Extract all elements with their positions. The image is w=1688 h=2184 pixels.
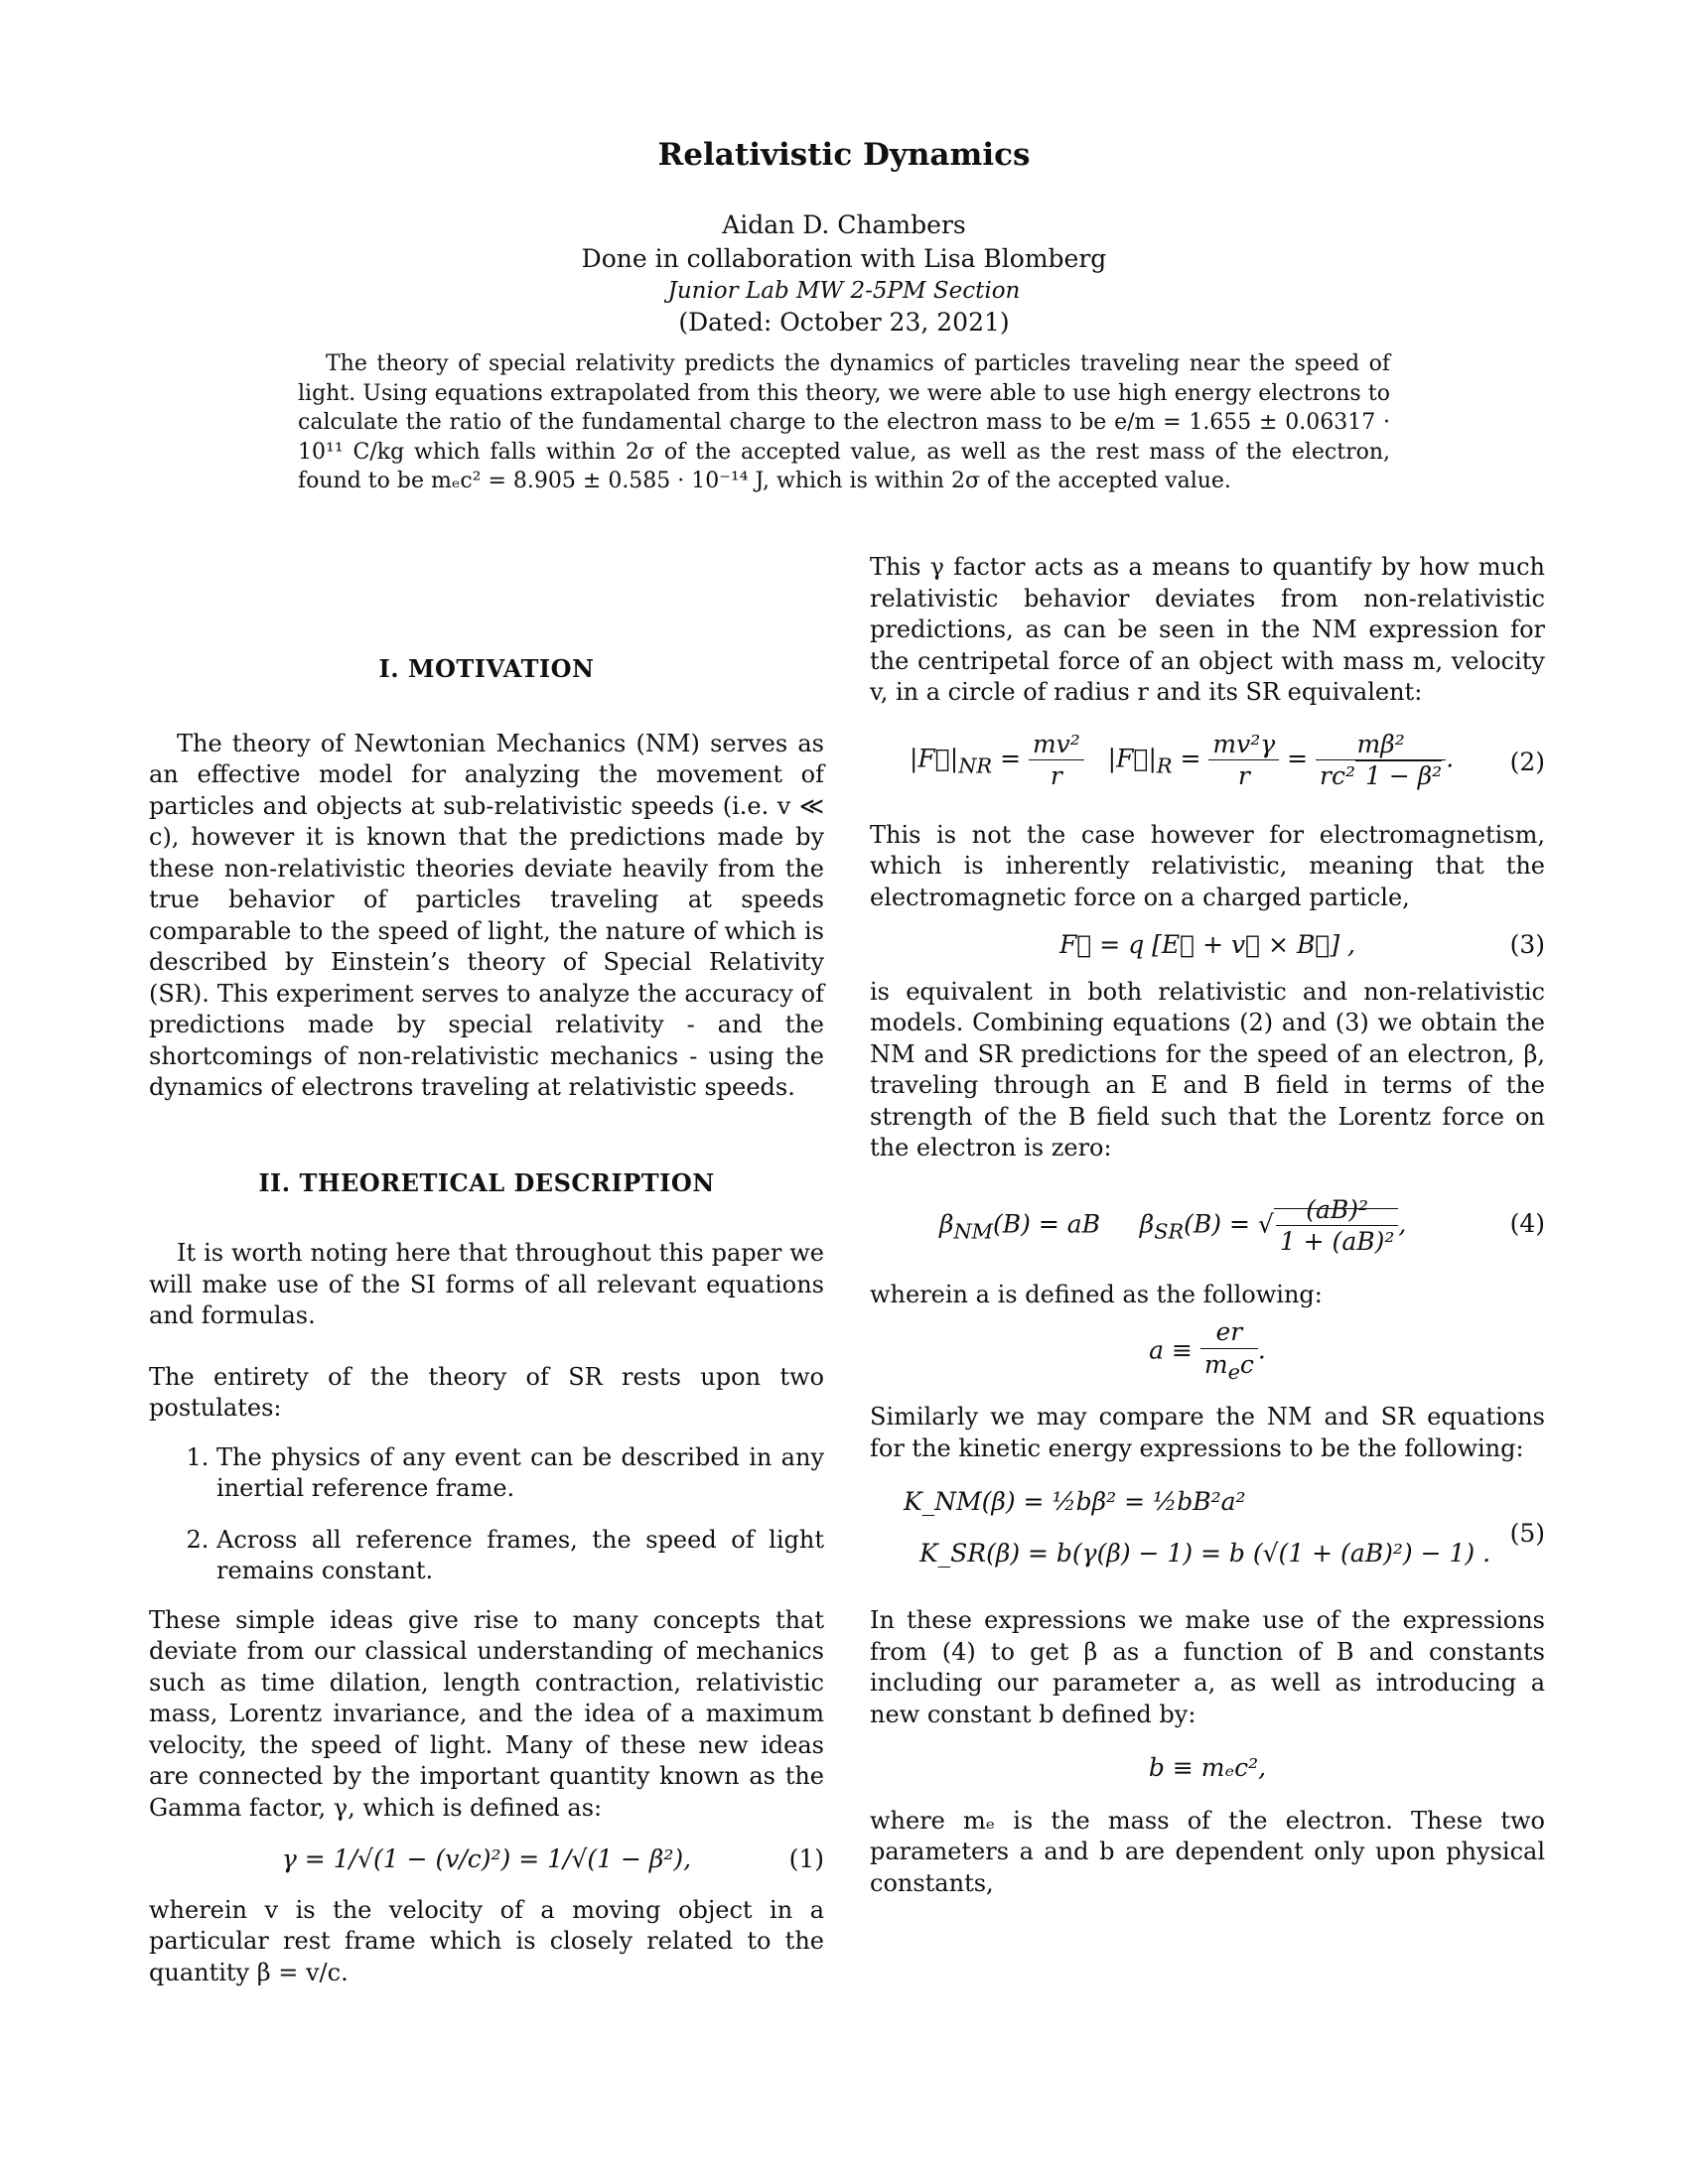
gamma-paragraph: This γ factor acts as a means to quantify by how much relativistic behavior deviates from non-relativistic predictions, as can be seen in the NM expression for the centripetal force of an object with mass m, velocity v, in a circle of radius r and its SR equivalent: [870,553,1545,706]
kinetic-energy-paragraph: Similarly we may compare the NM and SR equations for the kinetic energy expressions to be the following: [870,1403,1545,1462]
equation-number: (5) [1509,1519,1545,1548]
equation-b-definition: b ≡ mₑc², [1148,1753,1267,1782]
equation-number: (4) [1509,1208,1545,1238]
parameters-paragraph: where mₑ is the mass of the electron. These two parameters a and b are dependent only upon physical constants, [870,1806,1545,1897]
collaboration-line: Done in collaboration with Lisa Blomberg [581,244,1107,273]
equation-1 [149,1843,824,1875]
paper-title: Relativistic Dynamics [657,137,1031,173]
abstract [298,349,1390,496]
author-block [0,208,1688,340]
combining-paragraph: is equivalent in both relativistic and non-relativistic models. Combining equations (2) and (3) we obtain the NM and SR predictions for the speed of an electron, β, traveling through an E and B field in terms of the strength of the B field such that the Lorentz force on the electron is zero: [870,977,1545,1161]
left-column [149,556,824,1988]
abstract-text: The theory of special relativity predicts the dynamics of particles traveling near the speed of light. Using equations extrapolated from this theory, we were able to use high energy electrons to calculate the ratio of the fundamental charge to the electron mass to be e/m = 1.655 ± 0.06317 · 10¹¹ C/kg which falls within 2σ of the accepted value, as well as the rest mass of the electron, found to be mₑc² = 8.905 ± 0.585 · 10⁻¹⁴ J, which is within 2σ of the accepted value. [298,351,1390,493]
electromagnetism-paragraph: This is not the case however for electromagnetism, which is inherently relativistic, meaning that the electromagnetic force on a charged particle, [870,820,1545,911]
equation-4-body: $\beta_{NM}(B)$ = aB $\beta_{SR}(B)$ = √ $\frac{\text{(aB)²}}{\text{1 + (aB)²}}$ , [939,1194,1407,1256]
postulate-item: 2. Across all reference frames, the speed of light remains constant. [216,1525,824,1587]
equation-a-definition: a ≡ $\frac{er}{m_ec}$ . [1149,1317,1266,1384]
equation-4 [870,1188,1545,1260]
postulate-item: 1. The physics of any event can be described in any inertial reference frame. [216,1442,824,1505]
equation-2-body: $|F⃗|_{NR}$ = $\frac{\text{mv²}}{r}$ $|F⃗|_R$ = $\frac{\text{mv²γ}}{r}$ = $\frac{\text{mβ²}}{\text{rc² 1 − β²}}$ . [910,729,1455,790]
equation-3 [870,929,1545,961]
expressions-paragraph: In these expressions we make use of the expressions from (4) to get β as a function of B and constants including our parameter a, as well as introducing a new constant b defined by: [870,1606,1545,1728]
date-line: (Dated: October 23, 2021) [678,308,1010,337]
equation-5-line-1: K_NM(β) = ½bβ² = ½bB²a² [904,1487,1246,1516]
equation-number: (2) [1509,747,1545,776]
right-column [870,552,1545,1899]
equation-5 [870,1486,1545,1583]
equation-1-body: γ = 1/√(1 − (v/c)²) = 1/√(1 − β²), [281,1844,692,1873]
a-definition-paragraph: wherein a is defined as the following: [870,1280,1323,1308]
affiliation: Junior Lab MW 2-5PM Section [667,278,1021,304]
author-name: Aidan D. Chambers [722,210,966,239]
section-heading-theory: II. THEORETICAL DESCRIPTION [258,1167,715,1197]
section-heading-motivation: I. MOTIVATION [378,654,595,683]
equation-3-body: F⃗ = q [E⃗ + v⃗ × B⃗] , [1059,930,1355,959]
theory-paragraph-1: It is worth noting here that throughout this paper we will make use of the SI forms of all relevant equations and formulas. [149,1239,824,1329]
theory-paragraph-3: These simple ideas give rise to many concepts that deviate from our classical understanding of mechanics such as time dilation, length contraction, relativistic mass, Lorentz invariance, and the idea of a maximum velocity, the speed of light. Many of these new ideas are connected by the important quantity known as the Gamma factor, γ, which is defined as: [149,1605,824,1822]
equation-5-line-2: K_SR(β) = b(γ(β) − 1) = b (√(1 + (aB)²) − 1) . [919,1539,1491,1568]
equation-number: (3) [1509,930,1545,959]
theory-paragraph-4: wherein v is the velocity of a moving object in a particular rest frame which is closely related to the quantity β = v/c. [149,1895,824,1986]
equation-number: (1) [788,1844,824,1873]
postulate-list [149,1442,824,1587]
motivation-paragraph: The theory of Newtonian Mechanics (NM) serves as an effective model for analyzing the movement of particles and objects at sub-relativistic speeds (i.e. v ≪ c), however it is known that the predictions made by these non-relativistic theories deviate heavily from the true behavior of particles traveling at speeds comparable to the speed of light, the nature of which is described by Einstein’s theory of Special Relativity (SR). This experiment serves to analyze the accuracy of predictions made by special relativity - and the shortcomings of non-relativistic mechanics - using the dynamics of electrons traveling at relativistic speeds. [149,729,824,1101]
equation-2 [870,729,1545,798]
theory-paragraph-2: The entirety of the theory of SR rests upon two postulates: [149,1362,824,1422]
